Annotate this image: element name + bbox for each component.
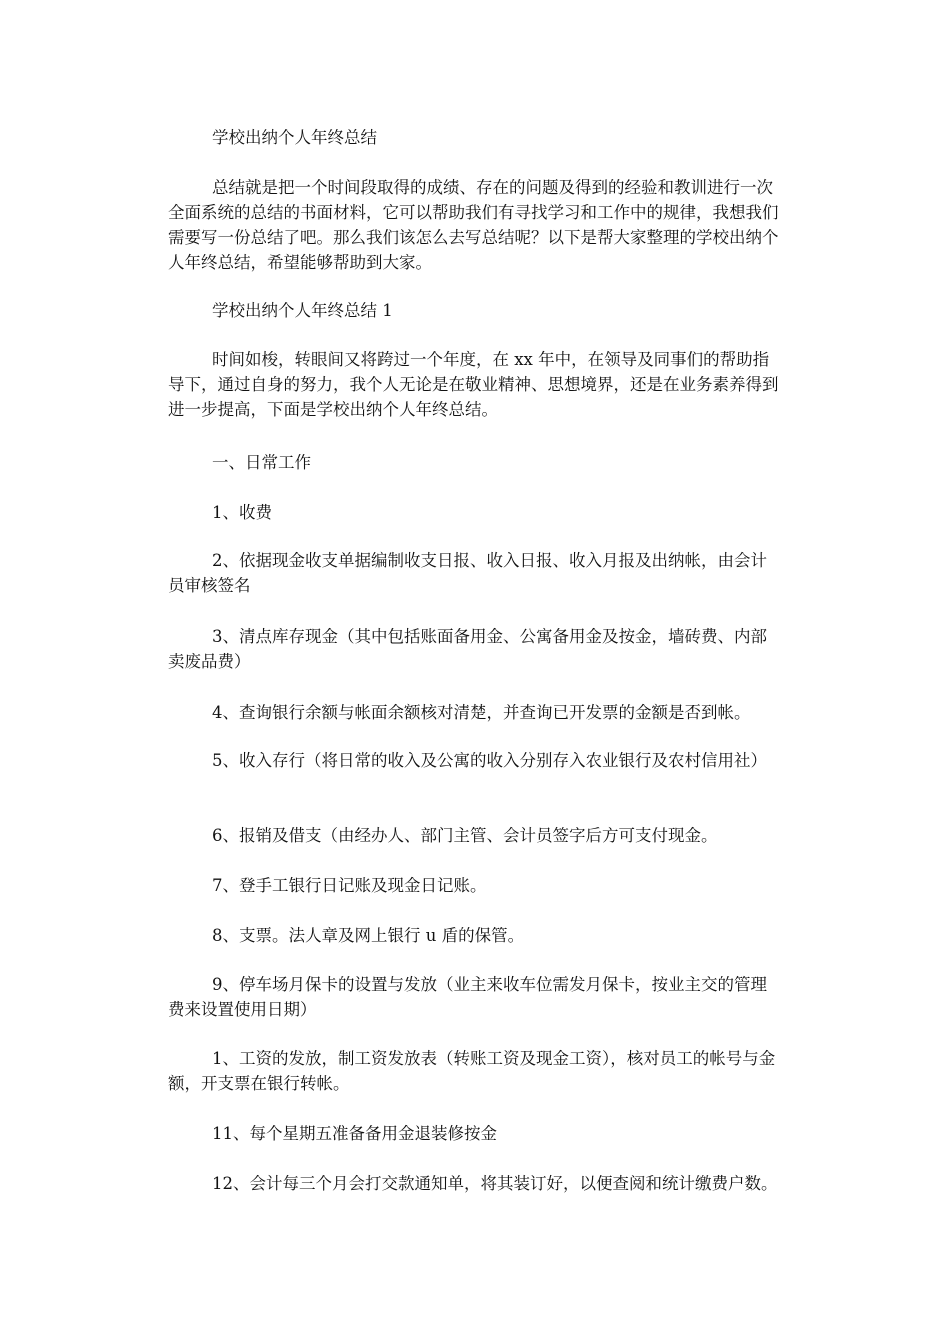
list-item: 7、登手工银行日记账及现金日记账。 — [212, 876, 487, 895]
list-item: 1、收费 — [212, 503, 272, 522]
list-item: 8、支票。法人章及网上银行 u 盾的保管。 — [212, 926, 525, 945]
intro-paragraph: 总结就是把一个时间段取得的成绩、存在的问题及得到的经验和教训进行一次全面系统的总结的书面材料，它可以帮助我们有寻找学习和工作中的规律，我想我们需要写一份总结了吧。那么我们该怎么去写总结呢？以下是帮大家整理的学校出纳个人年终总结，希望能够帮助到大家。 — [168, 178, 779, 272]
section-title: 学校出纳个人年终总结 1 — [212, 301, 393, 320]
opening-paragraph: 时间如梭，转眼间又将跨过一个年度，在 xx 年中，在领导及同事们的帮助指导下，通过自身的努力，我个人无论是在敬业精神、思想境界，还是在业务素养得到进一步提高，下面是学校出纳个人年终总结。 — [168, 350, 779, 419]
list-item: 12、会计每三个月会打交款通知单，将其装订好，以便查阅和统计缴费户数。 — [212, 1174, 778, 1193]
list-item: 6、报销及借支（由经办人、部门主管、会计员签字后方可支付现金。 — [212, 826, 718, 845]
list-item: 5、收入存行（将日常的收入及公寓的收入分别存入农业银行及农村信用社） — [212, 751, 767, 770]
list-item: 4、查询银行余额与帐面余额核对清楚，并查询已开发票的金额是否到帐。 — [212, 703, 751, 722]
list-item: 3、清点库存现金（其中包括账面备用金、公寓备用金及按金，墙砖费、内部卖废品费） — [168, 627, 767, 671]
heading-daily-work: 一、日常工作 — [212, 453, 311, 472]
list-item: 2、依据现金收支单据编制收支日报、收入日报、收入月报及出纳帐，由会计员审核签名 — [168, 551, 767, 595]
document-title: 学校出纳个人年终总结 — [212, 128, 377, 147]
list-item: 9、停车场月保卡的设置与发放（业主来收车位需发月保卡，按业主交的管理费来设置使用日期） — [168, 975, 767, 1019]
list-item: 11、每个星期五准备备用金退装修按金 — [212, 1124, 497, 1143]
list-item: 1、工资的发放，制工资发放表（转账工资及现金工资），核对员工的帐号与金额，开支票在银行转帐。 — [168, 1049, 776, 1093]
